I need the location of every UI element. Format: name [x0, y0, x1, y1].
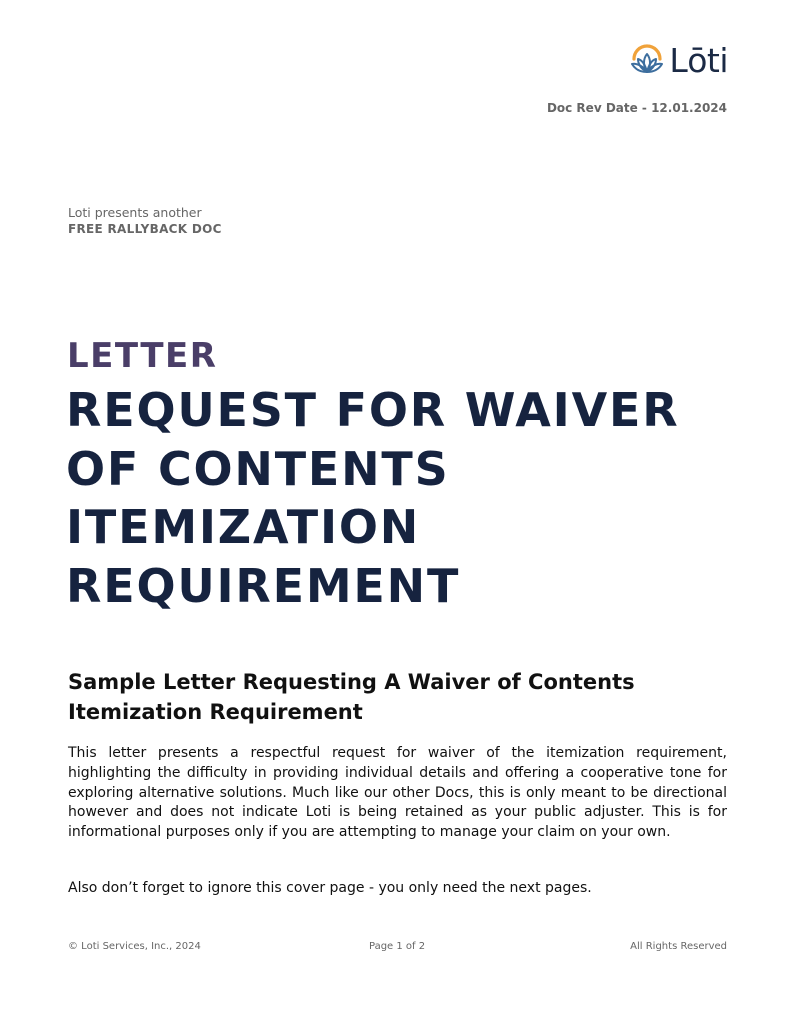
lotus-icon [629, 42, 665, 78]
page-title: REQUEST FOR WAIVER OF CONTENTS ITEMIZATION REQUIREMENT [66, 383, 680, 613]
section-subtitle: Sample Letter Requesting A Waiver of Contents Itemization Requirement [68, 670, 635, 724]
logo [629, 42, 728, 78]
intro-doc-type: FREE RALLYBACK DOC [68, 222, 222, 236]
footer-rights: All Rights Reserved [630, 941, 727, 952]
footer-page-number: Page 1 of 2 [369, 941, 426, 952]
intro-line: Loti presents another [68, 205, 202, 220]
intro-block [68, 204, 222, 238]
doc-rev-date: Doc Rev Date - 12.01.2024 [546, 101, 727, 115]
description-paragraph: This letter presents a respectful request for waiver of the itemization requirement, highlighting the difficulty in providing individual details and offering a cooperative tone for exploring alternative solutions. Much like our other Docs, this is only meant to be directional however and does not indicate Loti is being retained as your public adjuster. This is for informational purposes only if you are attempting to manage your claim on your own. [68, 745, 727, 841]
footer-copyright: © Loti Services, Inc., 2024 [68, 941, 201, 952]
doc-kicker: LETTER [67, 336, 218, 376]
cover-note: Also don’t forget to ignore this cover page - you only need the next pages. [68, 880, 592, 896]
logo-wordmark: Lōti [669, 40, 728, 80]
